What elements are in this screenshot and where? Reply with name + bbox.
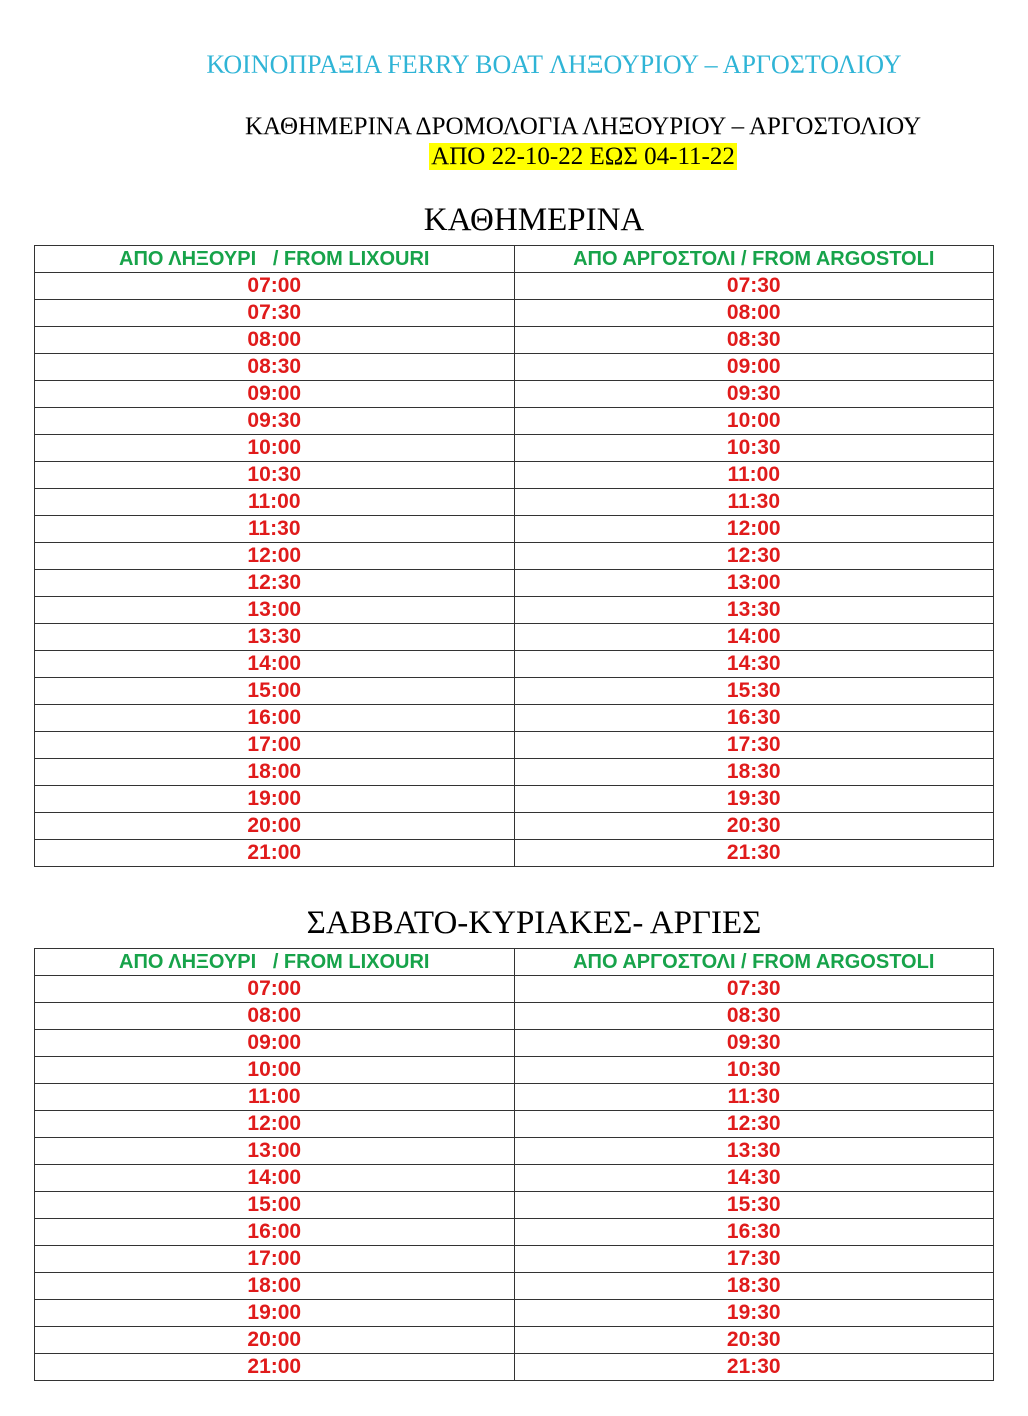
departure-argostoli-time: 19:30 <box>514 786 994 813</box>
departure-argostoli-time: 11:00 <box>514 462 994 489</box>
departure-lixouri-time: 18:00 <box>35 1273 515 1300</box>
table-row <box>35 624 994 651</box>
table-row <box>35 1300 994 1327</box>
table-row <box>35 408 994 435</box>
table-row <box>35 678 994 705</box>
departure-lixouri-time: 19:00 <box>35 786 515 813</box>
company-title: ΚΟΙΝΟΠΡΑΞΙΑ FERRY BOAT ΛΗΞΟΥΡΙΟΥ – ΑΡΓΟΣΤΟΛΙΟΥ <box>206 50 902 79</box>
departure-argostoli-time: 07:30 <box>514 273 994 300</box>
departure-lixouri-time: 08:00 <box>35 327 515 354</box>
departure-argostoli-time: 16:30 <box>514 705 994 732</box>
departure-lixouri-time: 12:30 <box>35 570 515 597</box>
table-row <box>35 1192 994 1219</box>
departure-lixouri-time: 17:00 <box>35 1246 515 1273</box>
departure-argostoli-time: 12:30 <box>514 1111 994 1138</box>
departure-argostoli-time: 17:30 <box>514 732 994 759</box>
departure-argostoli-time: 14:30 <box>514 1165 994 1192</box>
table-row <box>35 1003 994 1030</box>
departure-lixouri-time: 20:00 <box>35 1327 515 1354</box>
table-row <box>35 381 994 408</box>
table-row <box>35 273 994 300</box>
table-row <box>35 1327 994 1354</box>
departure-lixouri-time: 10:30 <box>35 462 515 489</box>
departure-argostoli-time: 07:30 <box>514 976 994 1003</box>
table-header-row <box>35 246 994 273</box>
table-row <box>35 570 994 597</box>
departure-lixouri-time: 09:00 <box>35 1030 515 1057</box>
column-header-from-lixouri: ΑΠΟ ΛΗΞΟΥΡΙ / FROM LIXOURI <box>35 246 515 273</box>
table-row <box>35 1246 994 1273</box>
departure-lixouri-time: 21:00 <box>35 1354 515 1381</box>
departure-argostoli-time: 18:30 <box>514 1273 994 1300</box>
table-row <box>35 651 994 678</box>
departure-argostoli-time: 10:30 <box>514 435 994 462</box>
table-row <box>35 705 994 732</box>
schedule-subtitle: ΚΑΘΗΜΕΡΙΝΑ ΔΡΟΜΟΛΟΓΙΑ ΛΗΞΟΥΡΙΟΥ – ΑΡΓΟΣΤΟΛΙΟΥ <box>244 113 922 140</box>
departure-argostoli-time: 15:30 <box>514 678 994 705</box>
departure-lixouri-time: 15:00 <box>35 1192 515 1219</box>
departure-argostoli-time: 20:30 <box>514 813 994 840</box>
column-header-from-argostoli: ΑΠΟ ΑΡΓΟΣΤΟΛΙ / FROM ARGOSTOLI <box>514 246 994 273</box>
departure-lixouri-time: 13:00 <box>35 597 515 624</box>
table-row <box>35 786 994 813</box>
table-row <box>35 1084 994 1111</box>
table-header-row <box>35 949 994 976</box>
departure-lixouri-time: 15:00 <box>35 678 515 705</box>
departure-argostoli-time: 18:30 <box>514 759 994 786</box>
departure-argostoli-time: 09:30 <box>514 1030 994 1057</box>
departure-lixouri-time: 09:00 <box>35 381 515 408</box>
departure-argostoli-time: 09:30 <box>514 381 994 408</box>
weekend-section-title: ΣΑΒΒΑΤΟ-ΚΥΡΙΑΚΕΣ- ΑΡΓΙΕΣ <box>306 905 762 941</box>
departure-argostoli-time: 10:30 <box>514 1057 994 1084</box>
validity-period: ΑΠΟ 22-10-22 ΕΩΣ 04-11-22 <box>431 143 735 170</box>
table-row <box>35 543 994 570</box>
departure-lixouri-time: 07:00 <box>35 273 515 300</box>
daily-schedule-body <box>35 273 994 867</box>
weekend-schedule-body <box>35 976 994 1381</box>
departure-argostoli-time: 14:00 <box>514 624 994 651</box>
departure-argostoli-time: 12:30 <box>514 543 994 570</box>
departure-lixouri-time: 10:00 <box>35 435 515 462</box>
departure-argostoli-time: 13:00 <box>514 570 994 597</box>
table-row <box>35 462 994 489</box>
departure-argostoli-time: 09:00 <box>514 354 994 381</box>
column-header-from-lixouri: ΑΠΟ ΛΗΞΟΥΡΙ / FROM LIXOURI <box>35 949 515 976</box>
table-row <box>35 840 994 867</box>
departure-lixouri-time: 13:30 <box>35 624 515 651</box>
departure-lixouri-time: 12:00 <box>35 543 515 570</box>
departure-lixouri-time: 11:30 <box>35 516 515 543</box>
departure-argostoli-time: 20:30 <box>514 1327 994 1354</box>
departure-lixouri-time: 16:00 <box>35 1219 515 1246</box>
table-row <box>35 1219 994 1246</box>
table-row <box>35 354 994 381</box>
departure-lixouri-time: 08:00 <box>35 1003 515 1030</box>
table-row <box>35 1030 994 1057</box>
table-row <box>35 1138 994 1165</box>
table-row <box>35 732 994 759</box>
table-row <box>35 1111 994 1138</box>
departure-lixouri-time: 11:00 <box>35 489 515 516</box>
departure-lixouri-time: 07:00 <box>35 976 515 1003</box>
departure-argostoli-time: 13:30 <box>514 1138 994 1165</box>
departure-lixouri-time: 09:30 <box>35 408 515 435</box>
table-row <box>35 300 994 327</box>
table-row <box>35 489 994 516</box>
departure-argostoli-time: 08:30 <box>514 327 994 354</box>
departure-lixouri-time: 14:00 <box>35 1165 515 1192</box>
table-row <box>35 813 994 840</box>
departure-argostoli-time: 13:30 <box>514 597 994 624</box>
departure-lixouri-time: 19:00 <box>35 1300 515 1327</box>
departure-lixouri-time: 11:00 <box>35 1084 515 1111</box>
table-row <box>35 327 994 354</box>
daily-section-title: ΚΑΘΗΜΕΡΙΝΑ <box>423 202 645 238</box>
departure-argostoli-time: 21:30 <box>514 1354 994 1381</box>
departure-lixouri-time: 17:00 <box>35 732 515 759</box>
departure-argostoli-time: 10:00 <box>514 408 994 435</box>
departure-lixouri-time: 20:00 <box>35 813 515 840</box>
departure-argostoli-time: 14:30 <box>514 651 994 678</box>
departure-lixouri-time: 18:00 <box>35 759 515 786</box>
table-row <box>35 597 994 624</box>
table-row <box>35 516 994 543</box>
departure-lixouri-time: 13:00 <box>35 1138 515 1165</box>
weekend-schedule-table <box>34 948 994 1381</box>
departure-lixouri-time: 10:00 <box>35 1057 515 1084</box>
table-row <box>35 1057 994 1084</box>
departure-lixouri-time: 08:30 <box>35 354 515 381</box>
period-wrapper <box>160 143 1006 171</box>
daily-schedule-table <box>34 245 994 867</box>
table-row <box>35 1354 994 1381</box>
table-row <box>35 435 994 462</box>
departure-lixouri-time: 12:00 <box>35 1111 515 1138</box>
departure-argostoli-time: 08:30 <box>514 1003 994 1030</box>
departure-argostoli-time: 11:30 <box>514 1084 994 1111</box>
table-row <box>35 1273 994 1300</box>
departure-argostoli-time: 21:30 <box>514 840 994 867</box>
departure-lixouri-time: 16:00 <box>35 705 515 732</box>
departure-argostoli-time: 12:00 <box>514 516 994 543</box>
departure-argostoli-time: 08:00 <box>514 300 994 327</box>
column-header-from-argostoli: ΑΠΟ ΑΡΓΟΣΤΟΛΙ / FROM ARGOSTOLI <box>514 949 994 976</box>
departure-argostoli-time: 16:30 <box>514 1219 994 1246</box>
table-row <box>35 759 994 786</box>
table-row <box>35 976 994 1003</box>
departure-argostoli-time: 11:30 <box>514 489 994 516</box>
departure-lixouri-time: 21:00 <box>35 840 515 867</box>
departure-argostoli-time: 19:30 <box>514 1300 994 1327</box>
departure-lixouri-time: 14:00 <box>35 651 515 678</box>
table-row <box>35 1165 994 1192</box>
departure-argostoli-time: 15:30 <box>514 1192 994 1219</box>
departure-argostoli-time: 17:30 <box>514 1246 994 1273</box>
departure-lixouri-time: 07:30 <box>35 300 515 327</box>
